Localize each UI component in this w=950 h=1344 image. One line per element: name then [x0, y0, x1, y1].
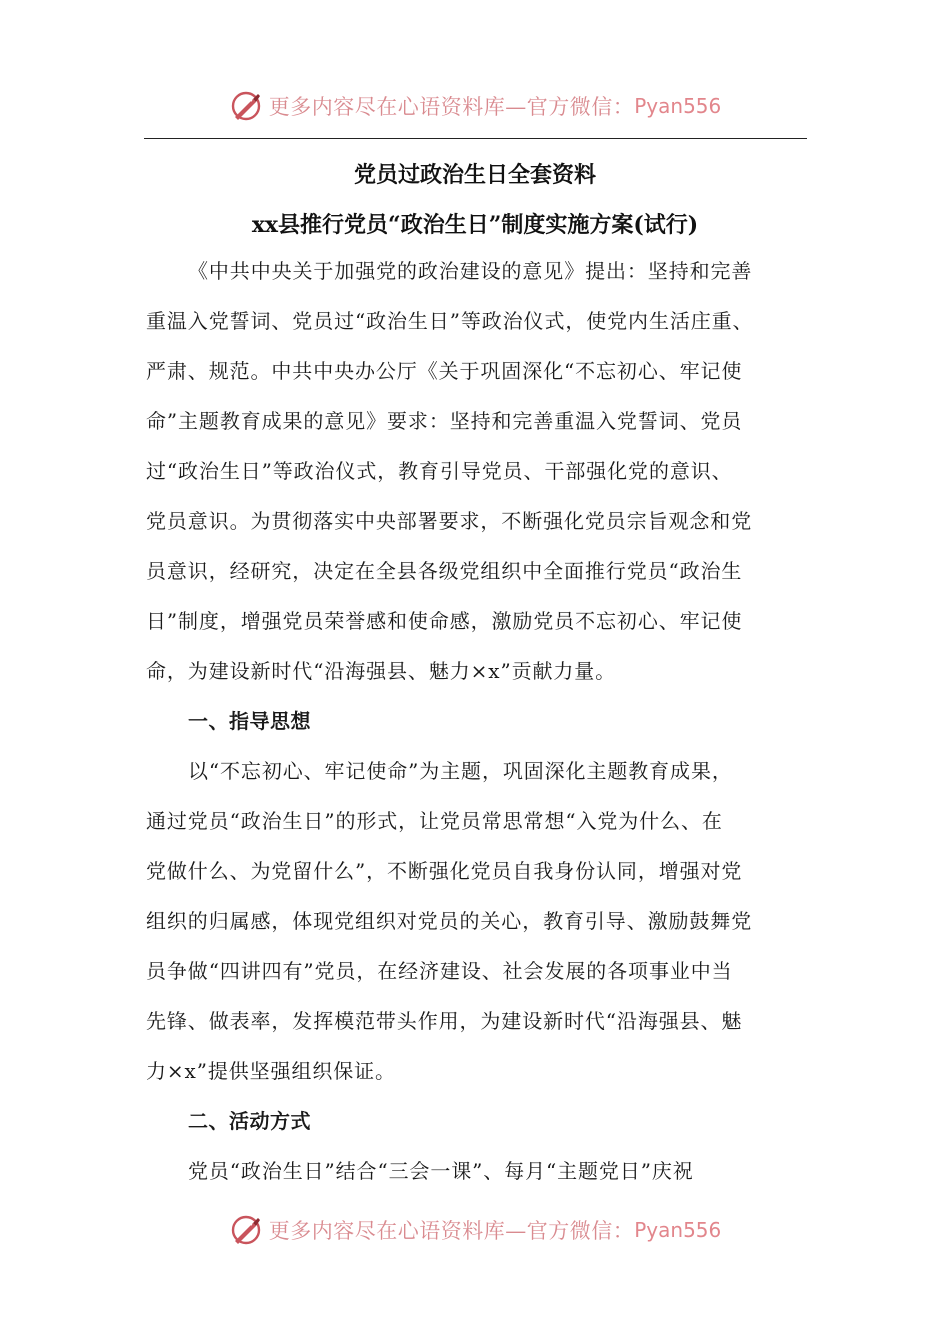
- banner-text: 更多内容尽在心语资料库—官方微信：: [268, 1219, 635, 1243]
- paragraph-line: 严肃、规范。中共中央办公厅《关于巩固深化“不忘初心、牢记使: [146, 359, 743, 383]
- paragraph-line: 员争做“四讲四有”党员，在经济建设、社会发展的各项事业中当: [146, 959, 733, 983]
- paragraph-line: 过“政治生日”等政治仪式，教育引导党员、干部强化党的意识、: [146, 459, 733, 483]
- document-body: [146, 246, 808, 1196]
- document-subtitle: xx县推行党员“政治生日”制度实施方案(试行): [251, 212, 699, 238]
- wechat-id: Pyan556: [634, 94, 722, 118]
- section-heading-guiding-ideology: 一、指导思想: [188, 709, 311, 733]
- header-divider: [144, 138, 807, 139]
- paragraph-line: 重温入党誓词、党员过“政治生日”等政治仪式，使党内生活庄重、: [146, 309, 754, 333]
- wechat-id: Pyan556: [634, 1218, 722, 1242]
- paragraph-line: 先锋、做表率，发挥模范带头作用，为建设新时代“沿海强县、魅: [146, 1009, 743, 1033]
- paragraph-line: 力×x”提供坚强组织保证。: [146, 1059, 396, 1083]
- header-banner: [0, 86, 950, 126]
- paragraph-line: 命”主题教育成果的意见》要求：坚持和完善重温入党誓词、党员: [146, 409, 743, 433]
- document-main-title: 党员过政治生日全套资料: [353, 162, 596, 188]
- pen-logo-icon: [229, 89, 263, 123]
- paragraph-line: 通过党员“政治生日”的形式，让党员常思常想“入党为什么、在: [146, 809, 723, 833]
- section-heading-activity-method: 二、活动方式: [188, 1109, 311, 1133]
- paragraph-line: 党员“政治生日”结合“三会一课”、每月“主题党日”庆祝: [188, 1159, 694, 1183]
- paragraph-line: 组织的归属感，体现党组织对党员的关心，教育引导、激励鼓舞党: [146, 909, 753, 933]
- paragraph-line: 《中共中央关于加强党的政治建设的意见》提出：坚持和完善: [188, 259, 753, 283]
- paragraph-line: 党员意识。为贯彻落实中央部署要求，不断强化党员宗旨观念和党: [146, 509, 753, 533]
- footer-banner: [0, 1210, 950, 1250]
- paragraph-line: 命，为建设新时代“沿海强县、魅力×x”贡献力量。: [146, 659, 617, 683]
- pen-logo-icon: [229, 1213, 263, 1247]
- paragraph-line: 日”制度，增强党员荣誉感和使命感，激励党员不忘初心、牢记使: [146, 609, 743, 633]
- paragraph-line: 以“不忘初心、牢记使命”为主题，巩固深化主题教育成果，: [188, 759, 733, 783]
- paragraph-line: 员意识，经研究，决定在全县各级党组织中全面推行党员“政治生: [146, 559, 743, 583]
- banner-text: 更多内容尽在心语资料库—官方微信：: [268, 95, 635, 119]
- paragraph-line: 党做什么、为党留什么”，不断强化党员自我身份认同，增强对党: [146, 859, 743, 883]
